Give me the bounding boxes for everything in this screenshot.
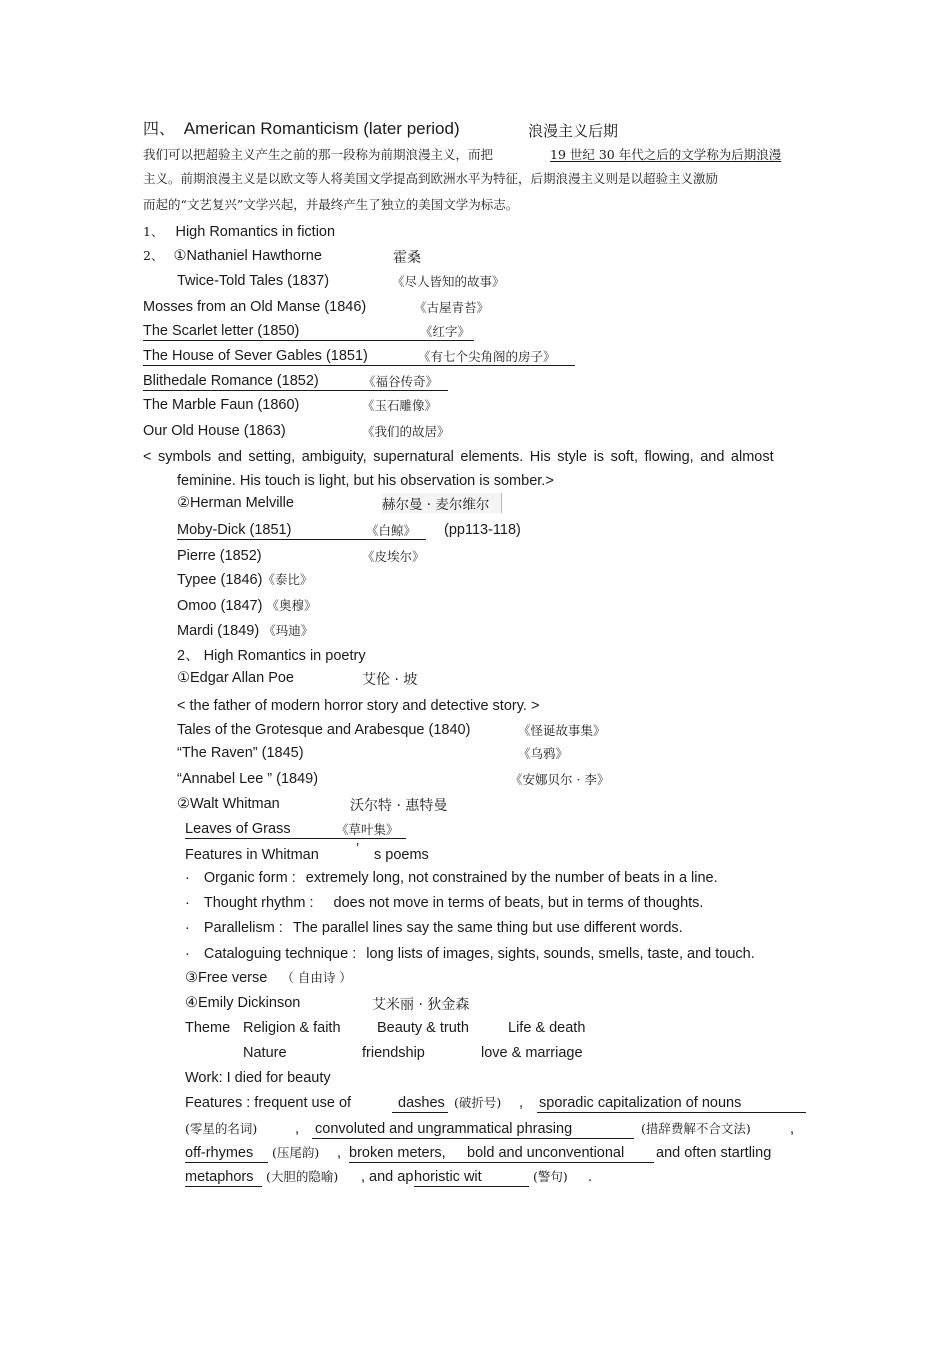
heading-chinese: 浪漫主义后期 bbox=[528, 122, 619, 140]
bullet-cataloguing-key: Cataloguing technique : bbox=[203, 946, 357, 962]
feature-sporadic: sporadic capitalization of nouns bbox=[539, 1095, 742, 1111]
work-annabel: “Annabel Lee ” (1849) bbox=[177, 771, 319, 787]
work-marble-cn: 《玉石雕像》 bbox=[362, 398, 438, 413]
work-annabel-cn: 《安娜贝尔 · 李》 bbox=[510, 772, 610, 787]
work-house: The House of Sever Gables (1851) bbox=[143, 348, 368, 364]
work-twice-told: Twice-Told Tales (1837) bbox=[177, 273, 330, 289]
work-omoo bbox=[177, 597, 316, 615]
feature-convoluted-cn: (措辞费解不合文法) bbox=[641, 1121, 751, 1136]
bullet-dot: · bbox=[185, 920, 190, 936]
whitman-features-a: Features in Whitman bbox=[185, 847, 319, 863]
work-house-cn: 《有七个尖角阁的房子》 bbox=[418, 349, 556, 364]
free-verse bbox=[185, 969, 352, 987]
feature-convoluted-box bbox=[312, 1120, 634, 1139]
work-typee-en: Typee (1846) bbox=[177, 572, 263, 588]
feature-offrhymes: off-rhymes bbox=[185, 1145, 254, 1161]
bullet-dot: · bbox=[185, 870, 190, 886]
feature-offrhymes-box bbox=[185, 1144, 268, 1163]
author-hawthorne bbox=[143, 247, 322, 265]
style-note-line-1: < symbols and setting, ambiguity, supernatural elements. His style is soft, flowing, and almost bbox=[143, 449, 774, 465]
comma-1: , bbox=[519, 1095, 524, 1111]
work-marble: The Marble Faun (1860) bbox=[143, 397, 300, 413]
section-fiction-number: 1、 bbox=[143, 224, 164, 239]
feature-nouns-cn: (零星的名词) bbox=[185, 1121, 258, 1136]
comma-2: , bbox=[295, 1121, 300, 1137]
whitman-features-apostrophe: ’ bbox=[356, 841, 360, 857]
features-intro: Features : frequent use of bbox=[185, 1095, 352, 1111]
work-blithedale-row bbox=[143, 372, 448, 391]
feature-dashes-box bbox=[392, 1094, 448, 1113]
bullet-parallelism bbox=[185, 919, 683, 937]
work-mosses: Mosses from an Old Manse (1846) bbox=[143, 299, 367, 315]
theme-friendship: friendship bbox=[362, 1045, 425, 1061]
heading-number: 四、 bbox=[143, 119, 176, 138]
work-leaves: Leaves of Grass bbox=[185, 821, 291, 837]
work-scarlet-cn: 《红字》 bbox=[420, 324, 471, 339]
comma-4: , bbox=[337, 1145, 342, 1161]
work-pierre: Pierre (1852) bbox=[177, 548, 262, 564]
work-moby-pages: (pp113-118) bbox=[444, 522, 521, 538]
feature-wit: horistic wit bbox=[414, 1169, 482, 1185]
theme-love: love & marriage bbox=[481, 1045, 583, 1061]
author-melville-cn: 赫尔曼 · 麦尔维尔 bbox=[382, 493, 502, 513]
intro-line-2: 主义。前期浪漫主义是以欧文等人将美国文学提高到欧洲水平为特征，后期浪漫主义则是以超验主义激励 bbox=[143, 171, 719, 186]
work-mosses-cn: 《古屋青苔》 bbox=[414, 300, 490, 315]
free-verse-cn: （ 自由诗 ） bbox=[281, 970, 352, 985]
bullet-thought bbox=[185, 894, 703, 912]
work-moby-cn: 《白鲸》 bbox=[366, 523, 417, 538]
bullet-organic bbox=[185, 869, 718, 887]
work-tales: Tales of the Grotesque and Arabesque (1840) bbox=[177, 722, 471, 738]
feature-metaphors: metaphors bbox=[185, 1169, 254, 1185]
author-hawthorne-number: 2、 bbox=[143, 248, 164, 263]
bullet-cataloguing-value: long lists of images, sights, sounds, smells, taste, and touch. bbox=[366, 946, 755, 962]
work-blithedale-cn: 《福谷传奇》 bbox=[363, 374, 439, 389]
feature-offrhymes-cn: (压尾韵) bbox=[272, 1145, 320, 1160]
bullet-dot: · bbox=[185, 946, 190, 962]
work-twice-told-cn: 《尽人皆知的故事》 bbox=[392, 274, 505, 289]
author-whitman: ②Walt Whitman bbox=[177, 796, 280, 812]
bullet-cataloguing bbox=[185, 945, 755, 963]
work-raven-cn: 《乌鸦》 bbox=[518, 746, 569, 761]
author-dickinson: ④Emily Dickinson bbox=[185, 995, 301, 1011]
work-typee-cn: 《泰比》 bbox=[262, 572, 313, 587]
dickinson-work: Work: I died for beauty bbox=[185, 1070, 331, 1086]
section-fiction-label: High Romantics in fiction bbox=[175, 224, 336, 240]
feature-bold: bold and unconventional bbox=[467, 1145, 625, 1161]
poe-note: < the father of modern horror story and detective story. > bbox=[177, 698, 540, 714]
work-omoo-cn: 《奥穆》 bbox=[266, 598, 317, 613]
theme-life: Life & death bbox=[508, 1020, 586, 1036]
work-pierre-cn: 《皮埃尔》 bbox=[362, 549, 425, 564]
work-blithedale: Blithedale Romance (1852) bbox=[143, 373, 319, 389]
free-verse-en: ③Free verse bbox=[185, 970, 268, 986]
work-mardi-en: Mardi (1849) bbox=[177, 623, 260, 639]
author-whitman-cn: 沃尔特 · 惠特曼 bbox=[350, 798, 448, 814]
intro-line-3: 而起的“文艺复兴”文学兴起，并最终产生了独立的美国文学为标志。 bbox=[143, 197, 519, 212]
feature-metaphors-box bbox=[185, 1168, 262, 1187]
work-moby: Moby-Dick (1851) bbox=[177, 522, 292, 538]
bullet-dot: · bbox=[185, 895, 190, 911]
style-note-line-2: feminine. His touch is light, but his observation is somber.> bbox=[177, 473, 554, 489]
work-omoo-en: Omoo (1847) bbox=[177, 598, 263, 614]
feature-broken: broken meters, bbox=[349, 1145, 446, 1161]
feature-and-ap: , and ap bbox=[361, 1169, 414, 1185]
work-tales-cn: 《怪诞故事集》 bbox=[518, 723, 606, 738]
work-mardi bbox=[177, 622, 313, 640]
work-leaves-row bbox=[185, 820, 406, 839]
feature-often: and often startling bbox=[656, 1145, 772, 1161]
author-hawthorne-cn: 霍桑 bbox=[393, 250, 421, 266]
whitman-features-c: s poems bbox=[374, 847, 429, 863]
bullet-thought-value: does not move in terms of beats, but in terms of thoughts. bbox=[333, 895, 704, 911]
section-fiction bbox=[143, 223, 335, 241]
author-poe: ①Edgar Allan Poe bbox=[177, 670, 294, 686]
work-mardi-cn: 《玛迪》 bbox=[263, 623, 314, 638]
final-period: . bbox=[588, 1169, 593, 1185]
section-heading bbox=[143, 120, 460, 138]
author-melville: ②Herman Melville bbox=[177, 495, 294, 511]
work-leaves-cn: 《草叶集》 bbox=[336, 822, 399, 837]
feature-convoluted: convoluted and ungrammatical phrasing bbox=[315, 1121, 573, 1137]
work-scarlet-row bbox=[143, 322, 474, 341]
heading-title: American Romanticism (later period) bbox=[183, 119, 460, 138]
feature-dashes: dashes bbox=[398, 1095, 445, 1111]
work-old-house-cn: 《我们的故居》 bbox=[362, 424, 450, 439]
work-moby-row bbox=[177, 521, 426, 540]
work-typee bbox=[177, 571, 312, 589]
bullet-organic-key: Organic form : bbox=[203, 870, 296, 886]
work-scarlet: The Scarlet letter (1850) bbox=[143, 323, 300, 339]
author-poe-cn: 艾伦 · 坡 bbox=[362, 672, 418, 688]
bullet-thought-key: Thought rhythm : bbox=[203, 895, 314, 911]
intro-line-1b: 19 世纪 30 年代之后的文学称为后期浪漫 bbox=[550, 147, 782, 162]
theme-label: Theme bbox=[185, 1020, 231, 1036]
comma-3: , bbox=[790, 1121, 795, 1137]
feature-metaphors-cn: (大胆的隐喻) bbox=[266, 1169, 339, 1184]
feature-broken-box bbox=[349, 1144, 654, 1163]
feature-sporadic-box bbox=[537, 1094, 806, 1113]
feature-wit-cn: (警句) bbox=[533, 1169, 568, 1184]
feature-dashes-cn: (破折号) bbox=[454, 1095, 502, 1110]
author-dickinson-cn: 艾米丽 · 狄金森 bbox=[372, 997, 470, 1013]
theme-nature: Nature bbox=[243, 1045, 287, 1061]
work-house-row bbox=[143, 347, 575, 366]
theme-religion: Religion & faith bbox=[243, 1020, 341, 1036]
author-hawthorne-name: ①Nathaniel Hawthorne bbox=[173, 248, 322, 264]
bullet-parallelism-key: Parallelism : bbox=[203, 920, 283, 936]
bullet-organic-value: extremely long, not constrained by the number of beats in a line. bbox=[305, 870, 718, 886]
intro-line-1a: 我们可以把超验主义产生之前的那一段称为前期浪漫主义，而把 bbox=[143, 147, 494, 162]
section-poetry: 2、 High Romantics in poetry bbox=[177, 648, 366, 664]
theme-beauty: Beauty & truth bbox=[377, 1020, 469, 1036]
bullet-parallelism-value: The parallel lines say the same thing but use different words. bbox=[292, 920, 683, 936]
work-raven: “The Raven” (1845) bbox=[177, 745, 304, 761]
feature-wit-box bbox=[414, 1168, 529, 1187]
work-old-house: Our Old House (1863) bbox=[143, 423, 286, 439]
